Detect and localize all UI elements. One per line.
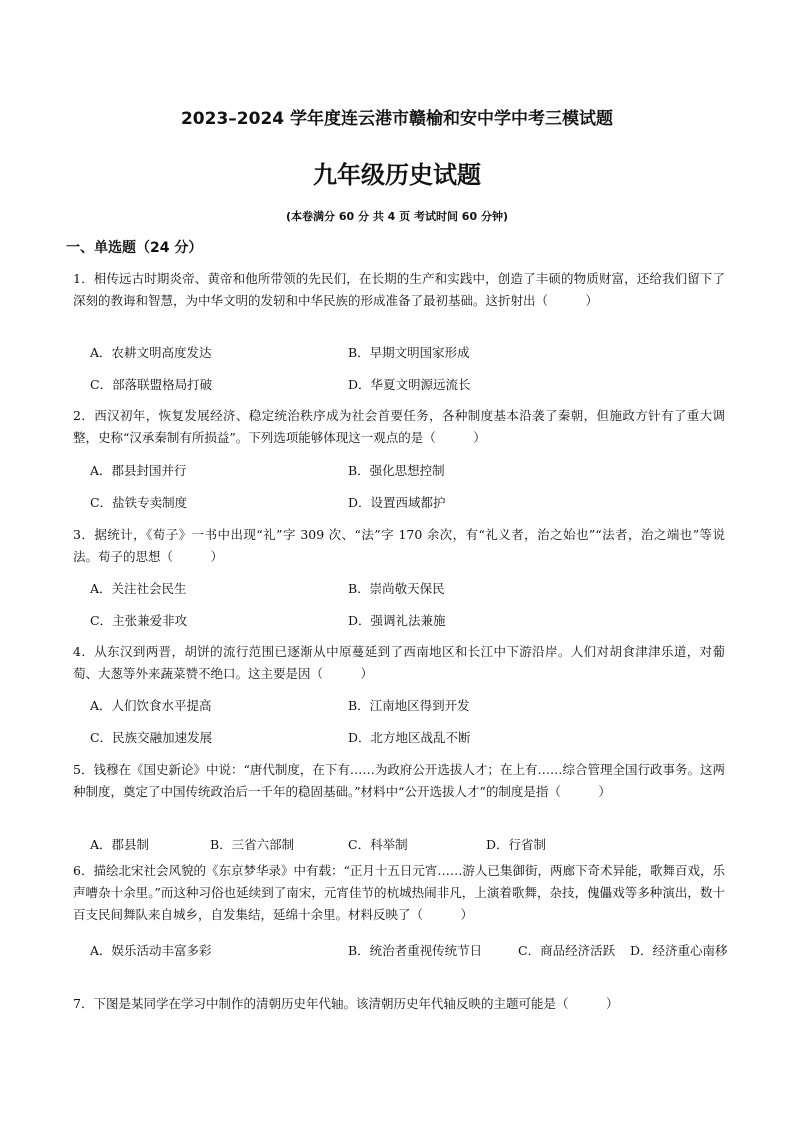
- question-4: [73, 641, 725, 685]
- option-a[interactable]: A．娱乐活动丰富多彩: [90, 943, 212, 958]
- question-stem: 3．据统计，《荀子》一书中出现“礼”字 309 次、“法”字 170 余次，有“礼义者，治之始也”“法者，治之端也”等说法。荀子的思想（ ）: [73, 527, 725, 564]
- option-d[interactable]: D．设置西域都护: [348, 495, 446, 510]
- option-a[interactable]: A．关注社会民生: [90, 581, 187, 596]
- question-5: [73, 759, 725, 803]
- exam-title: 2023–2024 学年度连云港市赣榆和安中学中考三模试题: [180, 109, 614, 129]
- option-a[interactable]: A．人们饮食水平提高: [90, 698, 212, 713]
- option-c[interactable]: C．商品经济活跃: [518, 943, 616, 958]
- question-stem: 4．从东汉到两晋，胡饼的流行范围已逐渐从中原蔓延到了西南地区和长江中下游沿岸。人们对胡食津津乐道，对葡萄、大葱等外来蔬菜赞不绝口。这主要是因（ ）: [73, 644, 725, 681]
- section-heading: 一、单选题（24 分）: [66, 240, 203, 256]
- option-d[interactable]: D．北方地区战乱不断: [348, 730, 471, 745]
- option-b[interactable]: B．强化思想控制: [348, 463, 445, 478]
- option-d[interactable]: D．华夏文明源远流长: [348, 377, 471, 392]
- question-7: [73, 993, 725, 1015]
- option-b[interactable]: B．统治者重视传统节日: [348, 943, 483, 958]
- question-6: [73, 860, 725, 926]
- question-3: [73, 524, 725, 568]
- question-2: [73, 405, 725, 449]
- exam-subtitle: 九年级历史试题: [313, 161, 481, 189]
- option-b[interactable]: B．三省六部制: [210, 837, 295, 852]
- option-b[interactable]: B．江南地区得到开发: [348, 698, 470, 713]
- exam-note: (本卷满分 60 分 共 4 页 考试时间 60 分钟): [286, 210, 508, 223]
- option-b[interactable]: B．崇尚敬天保民: [348, 581, 445, 596]
- option-a[interactable]: A．农耕文明高度发达: [90, 345, 212, 360]
- option-c[interactable]: C．主张兼爱非攻: [90, 613, 188, 628]
- option-d[interactable]: D．行省制: [486, 837, 547, 852]
- question-stem: 5．钱穆在《国史新论》中说：“唐代制度，在下有……为政府公开选拔人才；在上有……综合管理全国行政事务。这两种制度，奠定了中国传统政治后一千年的稳固基础。”材料中“公开选拔人才”的制度是指（ ）: [73, 762, 725, 799]
- option-c[interactable]: C．科举制: [348, 837, 408, 852]
- option-c[interactable]: C．部落联盟格局打破: [90, 377, 213, 392]
- option-a[interactable]: A．郡县封国并行: [90, 463, 187, 478]
- option-c[interactable]: C．盐铁专卖制度: [90, 495, 188, 510]
- option-d[interactable]: D．强调礼法兼施: [348, 613, 446, 628]
- option-b[interactable]: B．早期文明国家形成: [348, 345, 470, 360]
- question-stem: 6．描绘北宋社会风貌的《东京梦华录》中有载：“正月十五日元宵……游人已集御街，两廊下奇术异能，歌舞百戏，乐声嘈杂十余里。”而这种习俗也延续到了南宋，元宵佳节的杭城热闹非凡，上演着歌舞，杂技，傀儡戏等多种演出，数十百支民间舞队来自城乡，自发集结，延绵十余里。材料反映了（ ）: [73, 863, 725, 922]
- option-a[interactable]: A．郡县制: [90, 837, 150, 852]
- question-1: [73, 268, 725, 312]
- option-d[interactable]: D．经济重心南移: [630, 943, 728, 958]
- option-c[interactable]: C．民族交融加速发展: [90, 730, 213, 745]
- question-stem: 1．相传远古时期炎帝、黄帝和他所带领的先民们，在长期的生产和实践中，创造了丰硕的物质财富，还给我们留下了深刻的教诲和智慧，为中华文明的发轫和中华民族的形成准备了最初基础。这折射出（ ）: [73, 271, 725, 308]
- question-stem: 2．西汉初年，恢复发展经济、稳定统治秩序成为社会首要任务，各种制度基本沿袭了秦朝，但施政方针有了重大调整，史称“汉承秦制有所损益”。下列选项能够体现这一观点的是（ ）: [73, 408, 725, 445]
- question-stem: 7．下图是某同学在学习中制作的清朝历史年代轴。该清朝历史年代轴反映的主题可能是（ ）: [73, 996, 619, 1011]
